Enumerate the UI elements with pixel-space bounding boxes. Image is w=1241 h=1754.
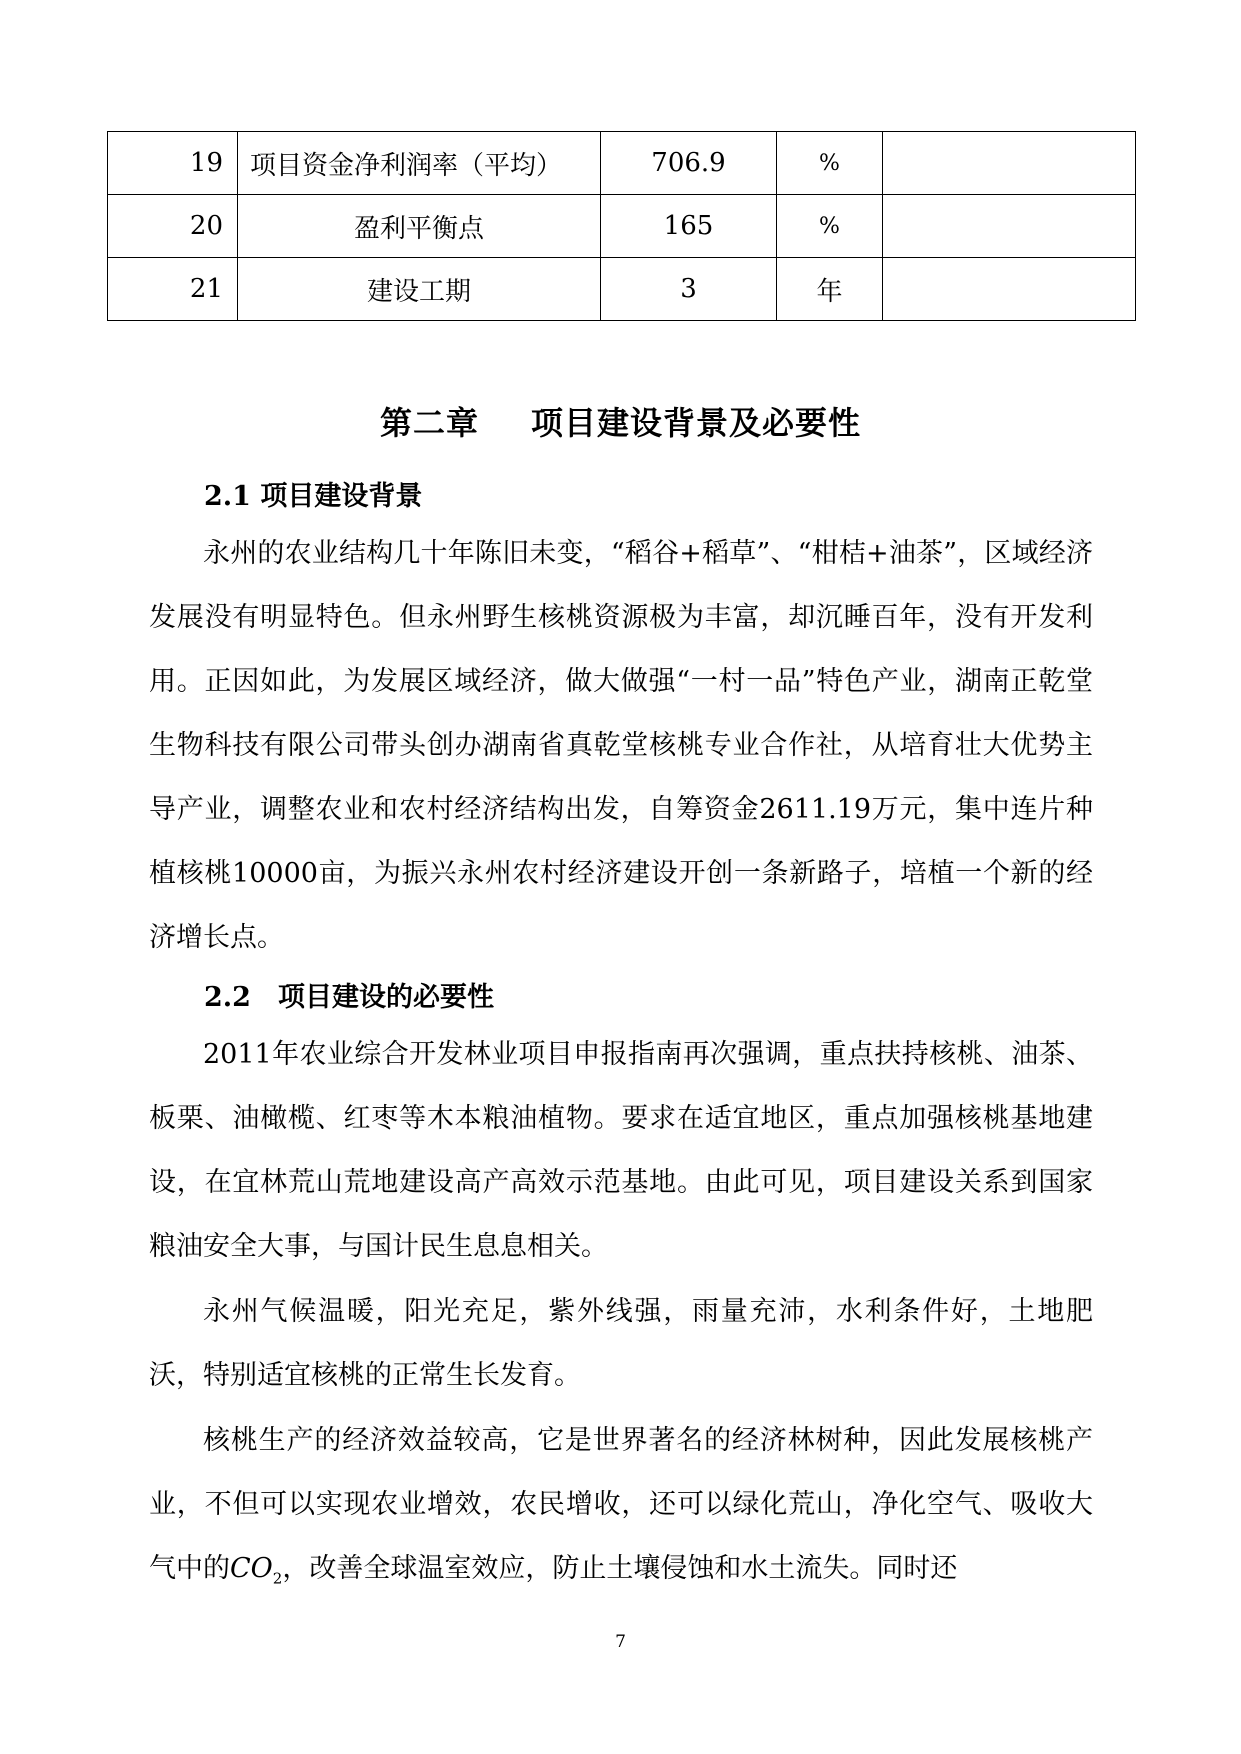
chapter-heading: 项目建设背景及必要性 (531, 404, 862, 442)
paragraph-3-text-after: ，改善全球温室效应，防止土壤侵蚀和水土流失。同时还 (282, 1553, 958, 1584)
indicator-name: 盈利平衡点 (238, 195, 601, 258)
row-number: 21 (108, 258, 238, 321)
indicator-unit: % (777, 195, 883, 258)
row-number: 20 (108, 195, 238, 258)
indicator-value: 706.9 (601, 132, 777, 195)
indicator-note (883, 132, 1136, 195)
page-number: 7 (615, 1632, 626, 1652)
indicator-value: 3 (601, 258, 777, 321)
section-2-1-paragraph: 永州的农业结构几十年陈旧未变，“稻谷+稻草”、“柑桔+油茶”，区域经济发展没有明显特色。但永州野生核桃资源极为丰富，却沉睡百年，没有开发利用。正因如此，为发展区域经济，做大做强“一村一品”特色产业，湖南正乾堂生物科技有限公司带头创办湖南省真乾堂核桃专业合作社，从培育壮大优势主导产业，调整农业和农村经济结构出发，自筹资金2611.19万元，集中连片种植核桃10000亩，为振兴永州农村经济建设开创一条新路子，培植一个新的经济增长点。 (149, 538, 1093, 953)
co2-subscript: 2 (272, 1569, 283, 1588)
paragraph-3-text-before: 核桃生产的经济效益较高，它是世界著名的经济林树种，因此发展核桃产业，不但可以实现农业增效，农民增收，还可以绿化荒山，净化空气、吸收大气中的 (149, 1425, 1093, 1584)
indicator-name: 建设工期 (238, 258, 601, 321)
chapter-title (0, 398, 1241, 444)
indicator-name: 项目资金净利润率（平均） (238, 132, 601, 195)
indicator-unit: 年 (777, 258, 883, 321)
indicator-value: 165 (601, 195, 777, 258)
row-number: 19 (108, 132, 238, 195)
co2-formula (230, 1553, 283, 1588)
indicator-table (107, 131, 1136, 321)
table-row (108, 195, 1136, 258)
chapter-number: 第二章 (379, 404, 479, 442)
section-heading-2-2: 2.2 项目建设的必要性 (204, 982, 494, 1013)
indicator-note (883, 195, 1136, 258)
indicator-unit: % (777, 132, 883, 195)
indicator-note (883, 258, 1136, 321)
section-heading-2-1: 2.1 项目建设背景 (204, 481, 423, 512)
section-2-2-paragraph-1: 2011年农业综合开发林业项目申报指南再次强调，重点扶持核桃、油茶、板栗、油橄榄、红枣等木本粮油植物。要求在适宜地区，重点加强核桃基地建设，在宜林荒山荒地建设高产高效示范基地。由此可见，项目建设关系到国家粮油安全大事，与国计民生息息相关。 (149, 1039, 1093, 1262)
co2-base: CO (230, 1553, 273, 1584)
section-2-2-paragraph-2: 永州气候温暖，阳光充足，紫外线强，雨量充沛，水利条件好，土地肥沃，特别适宜核桃的正常生长发育。 (149, 1296, 1093, 1391)
section-2-2-paragraph-3 (149, 1409, 1093, 1610)
table-row (108, 132, 1136, 195)
table-row (108, 258, 1136, 321)
